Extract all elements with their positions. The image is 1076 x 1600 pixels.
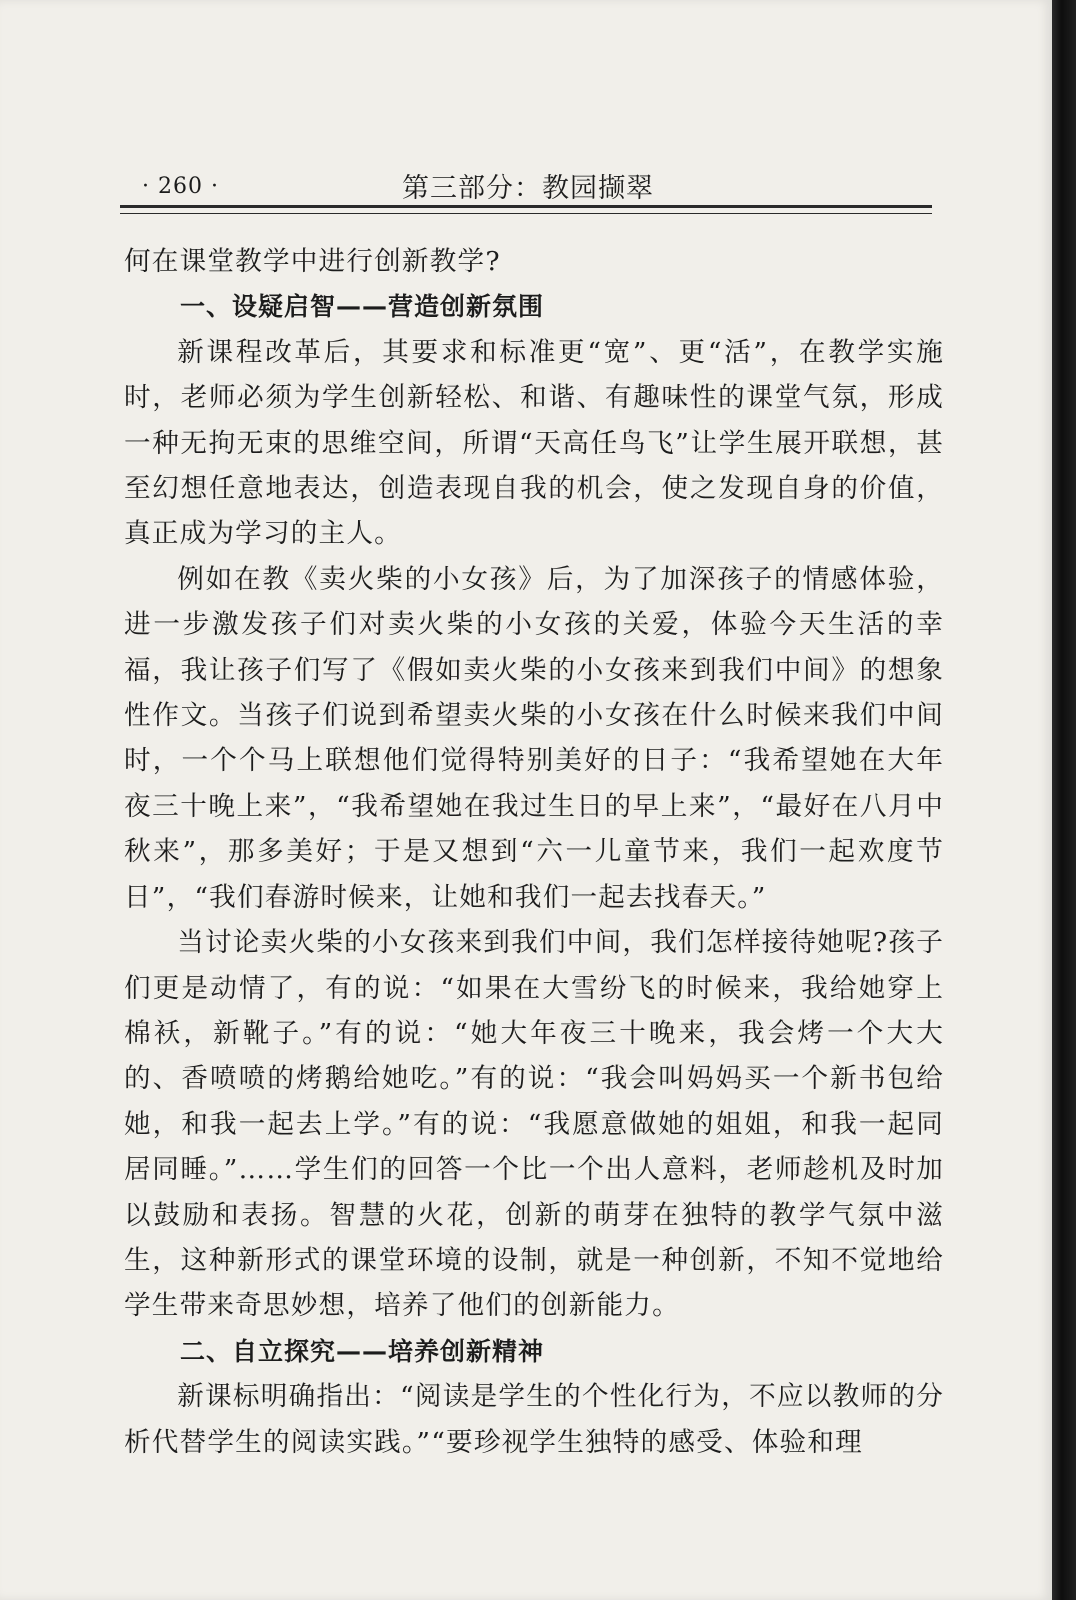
paragraph: 新课标明确指出：“阅读是学生的个性化行为，不应以教师的分析代替学生的阅读实践。”“要珍视学生独特的感受、体验和理 (124, 1381, 944, 1458)
scan-edge-shadow (1052, 0, 1076, 1600)
paragraph-continued: 何在课堂教学中进行创新教学? (124, 246, 501, 277)
header-rule-thin (120, 213, 932, 214)
body-text (124, 239, 944, 1465)
paragraph: 新课程改革后，其要求和标准更“宽”、更“活”，在教学实施时，老师必须为学生创新轻松、和谐、有趣味性的课堂气氛，形成一种无拘无束的思维空间，所谓“天高任鸟飞”让学生展开联想，甚至幻想任意地表达，创造表现自我的机会，使之发现自身的价值，真正成为学习的主人。 (124, 336, 944, 550)
paragraph: 当讨论卖火柴的小女孩来到我们中间，我们怎样接待她呢?孩子们更是动情了，有的说：“如果在大雪纷飞的时候来，我给她穿上棉袄，新靴子。”有的说：“她大年夜三十晚来，我会烤一个大大的、香喷喷的烤鹅给她吃。”有的说：“我会叫妈妈买一个新书包给她，和我一起去上学。”有的说：“我愿意做她的姐姐，和我一起同居同睡。”……学生们的回答一个比一个出人意料，老师趁机及时加以鼓励和表扬。智慧的火花，创新的萌芽在独特的教学气氛中滋生，这种新形式的课堂环境的设制，就是一种创新，不知不觉地给学生带来奇思妙想，培养了他们的创新能力。 (124, 927, 944, 1322)
section-heading-1: 一、设疑启智——营造创新氛围 (180, 292, 545, 322)
running-title: 第三部分：教园撷翠 (402, 173, 654, 204)
header-rule-thick (120, 205, 932, 208)
paragraph: 例如在教《卖火柴的小女孩》后，为了加深孩子的情感体验，进一步激发孩子们对卖火柴的小女孩的关爱，体验今天生活的幸福，我让孩子们写了《假如卖火柴的小女孩来到我们中间》的想象性作文。当孩子们说到希望卖火柴的小女孩在什么时候来我们中间时，一个个马上联想他们觉得特别美好的日子：“我希望她在大年夜三十晚上来”，“我希望她在我过生日的早上来”，“最好在八月中秋来”，那多美好；于是又想到“六一儿童节来，我们一起欢度节日”，“我们春游时候来，让她和我们一起去找春天。” (124, 563, 944, 913)
page-number: · 260 · (142, 174, 219, 199)
section-heading-2: 二、自立探究——培养创新精神 (180, 1336, 545, 1366)
page-header (120, 162, 932, 202)
